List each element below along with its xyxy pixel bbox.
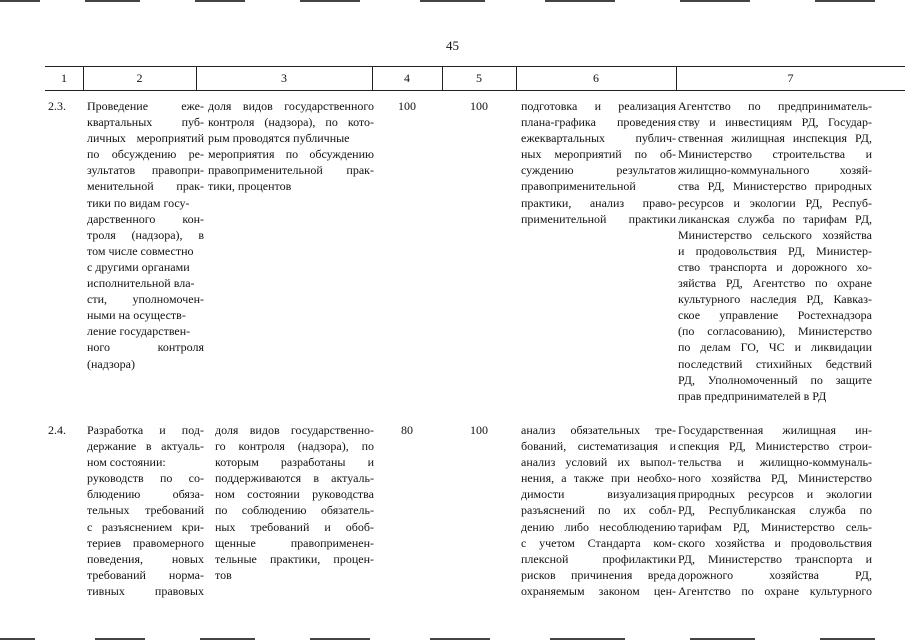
text-line: правоприменительной (521, 179, 636, 194)
text-line: природных ресурсов и экологии (678, 487, 872, 502)
text-line: квартальных пуб- (87, 115, 204, 130)
text-line: спекция РД, Министерство строи- (678, 439, 872, 454)
text-line: Министерство сельского хозяйства (678, 227, 872, 242)
text-line: рисков причинения вреда (521, 567, 676, 582)
column-header-1: 1 (61, 71, 67, 85)
text-line: прав предпринимателей в РД (678, 388, 827, 403)
text-line: троля (надзора), в (87, 227, 204, 242)
text-line: териев правомерного (87, 535, 204, 550)
row-number: 2.4. (48, 423, 66, 437)
column-header-4: 4 (404, 71, 410, 85)
text-line: дарственного кон- (87, 211, 204, 226)
text-line: тельные практики, процен- (215, 551, 374, 566)
target-value: 80 (401, 423, 413, 437)
text-line: тельства и жилищно-коммуналь- (678, 455, 872, 470)
text-line: мероприятия по обсуждению (208, 147, 374, 162)
target-value: 100 (470, 423, 488, 437)
page-number: 45 (446, 38, 459, 53)
text-line: поведения, новых (87, 551, 204, 566)
text-line: РД, Министерство транспорта и (678, 551, 872, 566)
text-line: том числе совместно (87, 243, 194, 258)
text-line: ежеквартальных публич- (521, 131, 676, 146)
indicator (215, 422, 374, 583)
text-line: ское управление Ростехнадзора (678, 308, 872, 323)
column-header-2: 2 (136, 71, 143, 85)
text-line: руководств по со- (87, 471, 204, 486)
text-line: ликанская служба по тарифам РД, (678, 211, 872, 226)
text-line: контроля (надзора), по кото- (208, 115, 374, 130)
text-line: тивных правовых (87, 583, 204, 598)
text-line: рым проводятся публичные (208, 131, 350, 146)
text-line: дорожного хозяйства РД, (678, 567, 872, 582)
text-line: бований, систематизация и (521, 439, 676, 454)
text-line: культурного наследия РД, Кавказ- (678, 292, 872, 307)
responsible-executors (678, 98, 872, 404)
text-line: плана-графика проведения (521, 115, 676, 130)
text-line: разъяснений по их собл- (521, 503, 676, 518)
text-line: ского хозяйства и продовольствия (678, 535, 872, 550)
text-line: тельных требований (87, 503, 204, 518)
text-line: с другими органами (87, 259, 190, 274)
text-line: РД, Республиканская служба по (678, 503, 872, 518)
text-line: димости визуализация (521, 487, 676, 502)
column-header-7: 7 (787, 71, 794, 85)
text-line: щенные правоприменен- (215, 535, 374, 550)
text-line: и продовольствия РД, Министер- (678, 243, 872, 258)
text-line: ном состоянии руководства (215, 487, 374, 502)
text-line: (по согласованию), Министерство (678, 324, 872, 339)
text-line: с учетом Стандарта ком- (521, 535, 676, 550)
text-line: зяйства РД, Агентство по охране (678, 276, 872, 291)
text-line: Агентство по охране культурного (678, 583, 872, 598)
text-line: по соблюдению обязатель- (215, 503, 374, 518)
text-line: ных требований и обоб- (215, 519, 374, 534)
text-line: доля видов государственно- (215, 423, 374, 437)
column-header-6: 6 (593, 71, 599, 85)
text-line: тики по видам госу- (87, 195, 190, 210)
text-line: Разработка и под- (87, 423, 204, 437)
text-line: личных мероприятий (87, 131, 204, 146)
text-line: ства РД, Министерство природных (678, 179, 872, 194)
text-line: с разъяснением кри- (87, 519, 204, 534)
text-line: правоприменительной прак- (208, 163, 374, 178)
measure-name (87, 422, 204, 599)
text-line: ственная жилищная инспекция РД, (678, 131, 872, 146)
text-line: ными на осуществ- (87, 308, 186, 323)
text-line: ного хозяйства РД, Министерство (678, 471, 872, 486)
text-line: менительной прак- (87, 179, 204, 194)
text-line: требований норма- (87, 567, 204, 582)
text-line: сти, уполномочен- (87, 292, 204, 307)
text-line: ству и инвестициям РД, Государ- (678, 115, 872, 130)
text-line: исполнительной вла- (87, 276, 195, 291)
indicator (208, 98, 374, 195)
text-line: анализ обязательных тре- (521, 423, 676, 437)
text-line: доля видов государственного (208, 99, 374, 113)
text-line: последствий стихийных бедствий (678, 356, 872, 371)
target-value: 100 (398, 99, 416, 113)
text-line: зультатов правопри- (87, 163, 204, 178)
text-line: по обсуждению ре- (87, 147, 204, 162)
text-line: Министерство строительства и (678, 147, 872, 162)
text-line: ного контроля (87, 340, 204, 355)
text-line: ление государствен- (87, 324, 191, 339)
text-line: ных мероприятий по об- (521, 147, 676, 162)
text-line: анализ условий их выпол- (521, 455, 676, 470)
target-value: 100 (470, 99, 488, 113)
text-line: подготовка и реализация (521, 99, 676, 113)
text-line: охраняемым законом цен- (521, 583, 676, 598)
header-bottom-rule (45, 90, 905, 91)
text-line: ресурсов и экологии РД, Респуб- (678, 195, 872, 210)
text-line: жилищно-коммунального хозяй- (678, 163, 872, 178)
text-line: ном состоянии: (87, 455, 166, 470)
text-line: нения, а также при необхо- (521, 471, 676, 486)
text-line: го контроля (надзора), по (215, 439, 374, 454)
text-line: держание в актуаль- (87, 439, 204, 454)
planned-actions (521, 98, 676, 227)
text-line: которым разработаны и (215, 455, 374, 470)
responsible-executors (678, 422, 872, 599)
page-top-edge (0, 0, 905, 2)
column-header-5: 5 (476, 71, 482, 85)
text-line: суждению результатов (521, 163, 676, 178)
planned-actions (521, 422, 676, 599)
text-line: дению либо несоблюдению (521, 519, 676, 534)
column-header-3: 3 (281, 71, 287, 85)
text-line: Агентство по предприниматель- (678, 99, 872, 113)
text-line: блюдению обяза- (87, 487, 204, 502)
row-number: 2.3. (48, 99, 66, 113)
text-line: тики, процентов (208, 179, 292, 194)
text-line: применительной практики (521, 211, 676, 226)
text-line: РД, Уполномоченный по защите (678, 372, 872, 387)
text-line: поддерживаются в актуаль- (215, 471, 374, 486)
text-line: ство транспорта и дорожного хо- (678, 259, 872, 274)
text-line: плексной профилактики (521, 551, 676, 566)
text-line: тов (215, 567, 232, 582)
measure-name (87, 98, 204, 372)
text-line: по делам ГО, ЧС и ликвидации (678, 340, 872, 355)
text-line: Проведение еже- (87, 99, 204, 113)
text-line: тарифам РД, Министерство сель- (678, 519, 872, 534)
text-line: Государственная жилищная ин- (678, 423, 872, 437)
text-line: практики, анализ право- (521, 195, 676, 210)
text-line: (надзора) (87, 356, 135, 371)
